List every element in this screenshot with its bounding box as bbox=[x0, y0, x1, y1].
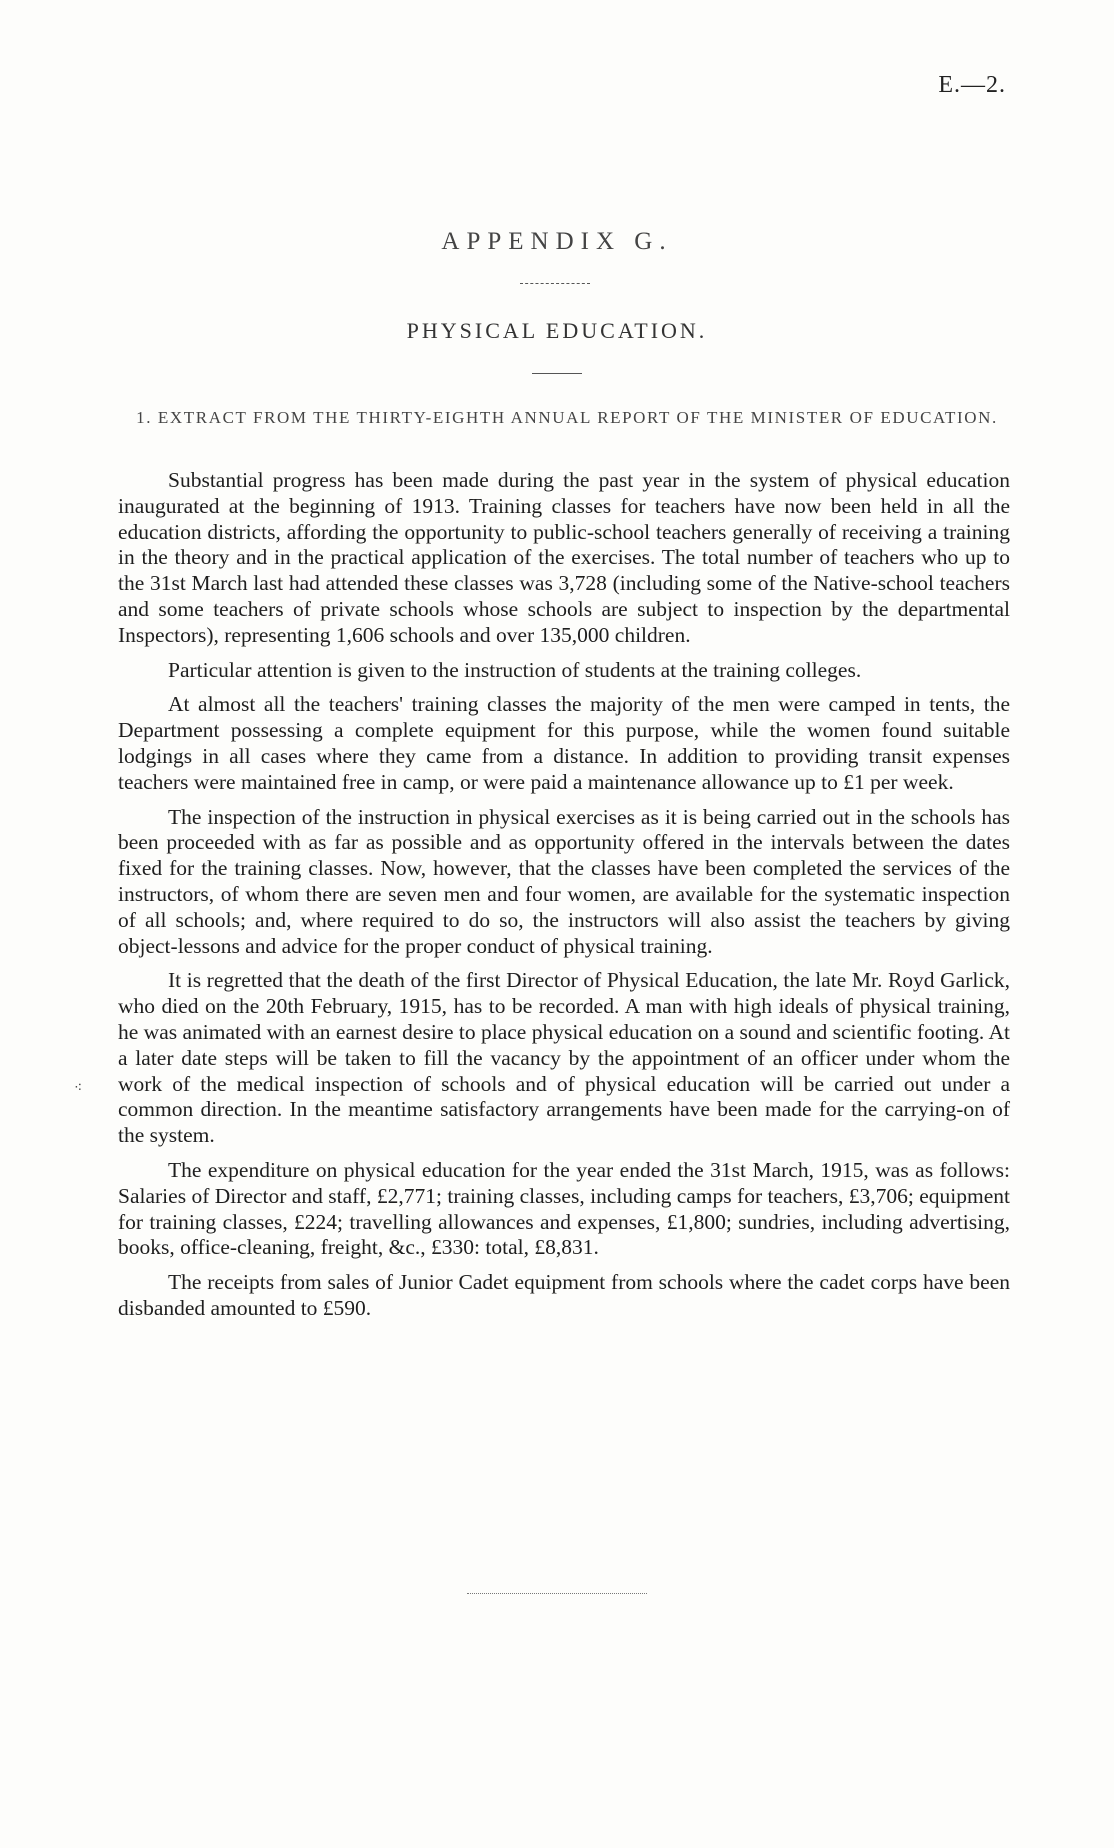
section-heading: PHYSICAL EDUCATION. bbox=[406, 318, 708, 343]
extract-heading: 1. EXTRACT FROM THE THIRTY-EIGHTH ANNUAL REPORT OF THE MINISTER OF EDUCATION. bbox=[136, 408, 998, 427]
paragraph: It is regretted that the death of the first Director of Physical Education, the late Mr. Royd Garlick, who died on the 20th February, 1915, has to be recorded. A man with high ideals of physical training, he was animated with an earnest desire to place physical education on a sound and scientific footing. At a later date steps will be taken to fill the vacancy by the appointment of an officer under whom the work of the medical inspection of schools and of physical education will be carried out under a common direction. In the meantime satisfactory arrangements have been made for the carrying-on of the system. bbox=[118, 968, 1010, 1148]
end-rule bbox=[467, 1593, 647, 1594]
paragraph: Substantial progress has been made during the past year in the system of physical education inaugurated at the beginning of 1913. Training classes for teachers have now been held in all the education districts, affording the opportunity to public-school teachers generally of receiving a training in the theory and in the practical application of the exercises. The total number of teachers who up to the 31st March last had attended these classes was 3,728 (including some of the Native-school teachers and some teachers of private schools whose schools are subject to inspection by the departmental Inspectors), representing 1,606 schools and over 135,000 children. bbox=[118, 468, 1010, 647]
paragraph: The expenditure on physical education for the year ended the 31st March, 1915, was as follows: Salaries of Director and staff, £2,771; training classes, including camps for teachers, £3,706; equipment for training classes, £224; travelling allowances and expenses, £1,800; sundries, including advertising, books, office-cleaning, freight, &c., £330: total, £8,831. bbox=[118, 1157, 1010, 1260]
paragraph: The receipts from sales of Junior Cadet equipment from schools where the cadet corps have been disbanded amounted to £590. bbox=[118, 1270, 1010, 1320]
divider-rule bbox=[520, 283, 590, 284]
divider-rule bbox=[532, 373, 582, 374]
appendix-title: APPENDIX G. bbox=[441, 228, 673, 255]
page-reference: E.—2. bbox=[938, 72, 1006, 98]
paragraph: Particular attention is given to the instruction of students at the training colleges. bbox=[168, 657, 862, 682]
paragraph: At almost all the teachers' training classes the majority of the men were camped in tents, the Department possessing a complete equipment for this purpose, while the women found suitable lodgings in all cases where they came from a distance. In addition to providing transit expenses teachers were maintained free in camp, or were paid a maintenance allowance up to £1 per week. bbox=[118, 692, 1010, 794]
paragraph: The inspection of the instruction in physical exercises as it is being carried out in the schools has been proceeded with as far as possible and as opportunity offered in the intervals between the dates fixed for the training classes. Now, however, that the classes have been completed the services of the instructors, of whom there are seven men and four women, are available for the systematic inspection of all schools; and, where required to do so, the instructors will also assist the teachers by giving object-lessons and advice for the proper conduct of physical training. bbox=[118, 804, 1010, 958]
margin-mark: ⁖ bbox=[74, 1081, 83, 1096]
body-text bbox=[118, 468, 1010, 1331]
